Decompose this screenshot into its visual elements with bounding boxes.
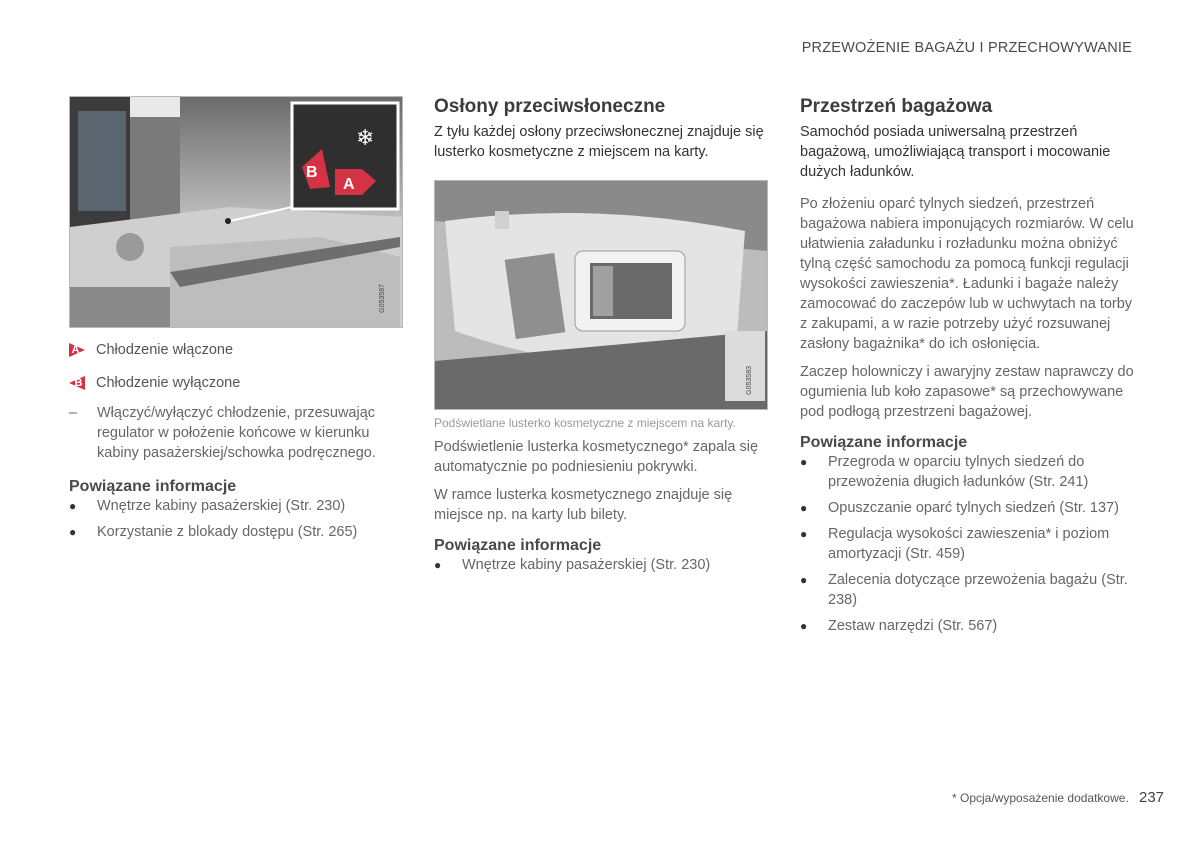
lead-paragraph: Samochód posiada uniwersalną przestrzeń bagażową, umożliwiającą transport i mocowanie dużych ładunków.: [800, 124, 1111, 180]
legend-text: Chłodzenie wyłączone: [96, 375, 241, 391]
bullet-icon: ●: [69, 499, 77, 513]
bullet-icon: ●: [69, 525, 77, 539]
bullet-icon: ●: [800, 501, 808, 515]
sun-visor-illustration: [435, 181, 767, 409]
related-list: [434, 555, 770, 575]
paragraph: Zaczep holowniczy i awaryjny zestaw naprawczy do ogumienia lub koło zapasowe* są przechowywane pod podłogą przestrzeni bagażowej.: [800, 364, 1134, 420]
lead-paragraph: Z tyłu każdej osłony przeciwsłonecznej znajduje się lusterko kosmetyczne z miejscem na karty.: [434, 124, 764, 160]
related-link[interactable]: ● Zalecenia dotyczące przewożenia bagażu (Str. 238): [800, 572, 1128, 608]
column-sun-visors: [434, 96, 770, 575]
figure-code: G053587: [379, 284, 386, 313]
paragraph: W ramce lusterka kosmetycznego znajduje się miejsce np. na karty lub bilety.: [434, 487, 733, 523]
svg-text:B: B: [306, 164, 318, 181]
related-list: [69, 496, 403, 542]
bullet-icon: ●: [800, 455, 808, 469]
related-link[interactable]: ● Opuszczanie oparć tylnych siedzeń (Str. 137): [800, 500, 1119, 516]
related-link[interactable]: ● Przegroda w oparciu tylnych siedzeń do przewożenia długich ładunków (Str. 241): [800, 454, 1089, 490]
figure-code: G053583: [746, 366, 753, 395]
related-link[interactable]: ● Zestaw narzędzi (Str. 567): [800, 618, 998, 634]
section-header: PRZEWOŻENIE BAGAŻU I PRZECHOWYWANIE: [801, 40, 1132, 56]
figure-caption: Podświetlane lusterko kosmetyczne z miejscem na karty.: [434, 416, 736, 430]
paragraph: Podświetlenie lusterka kosmetycznego* zapala się automatycznie po podniesieniu pokrywki.: [434, 439, 759, 475]
related-heading: Powiązane informacje: [69, 478, 237, 495]
legend-item-b: [69, 373, 403, 393]
legend-text: Chłodzenie włączone: [96, 342, 234, 358]
dash-marker: –: [69, 405, 78, 421]
badge-b-icon: B: [69, 376, 85, 390]
legend-item-a: [69, 340, 403, 360]
bullet-icon: ●: [800, 619, 808, 633]
related-list: [800, 452, 1135, 636]
footnote: * Opcja/wyposażenie dodatkowe.: [952, 791, 1129, 805]
related-link[interactable]: ● Wnętrze kabiny pasażerskiej (Str. 230): [434, 557, 711, 573]
related-heading: Powiązane informacje: [800, 434, 968, 451]
section-title: Przestrzeń bagażowa: [800, 96, 993, 117]
related-link[interactable]: ● Regulacja wysokości zawieszenia* i poziom amortyzacji (Str. 459): [800, 526, 1110, 562]
instruction-item: [69, 403, 403, 463]
column-glovebox-cooling: [69, 96, 403, 542]
paragraph: Po złożeniu oparć tylnych siedzeń, przestrzeń bagażowa nabiera imponujących rozmiarów. W celu ułatwienia załadunku i rozładunku można obniżyć tylną część samochodu za pomocą funkcji regulacji wysokości zawieszenia*. Ładunki i bagaże należy zamocować do zaczepów lub w uchwytach na torby z zakupami, a w razie potrzeby użyć rozsuwanej zasłony bagażnika* do ich osłonięcia.: [800, 196, 1134, 352]
column-luggage-space: [800, 96, 1135, 636]
glovebox-figure: [69, 96, 403, 328]
related-link[interactable]: ● Wnętrze kabiny pasażerskiej (Str. 230): [69, 498, 346, 514]
sun-visor-figure: [434, 180, 768, 410]
bullet-icon: ●: [800, 573, 808, 587]
badge-a-icon: A: [69, 343, 85, 357]
section-title: Osłony przeciwsłoneczne: [434, 96, 666, 117]
svg-text:❄: ❄: [356, 126, 375, 151]
bullet-icon: ●: [434, 558, 442, 572]
related-link[interactable]: ● Korzystanie z blokady dostępu (Str. 265): [69, 524, 358, 540]
page-number: 237: [1139, 789, 1165, 806]
svg-text:A: A: [343, 176, 355, 193]
instruction-text: Włączyć/wyłączyć chłodzenie, przesuwając regulator w położenie końcowe w kierunku kabiny pasażerskiej/schowka podręcznego.: [97, 405, 376, 461]
dashboard-illustration: [70, 97, 402, 327]
related-heading: Powiązane informacje: [434, 537, 602, 554]
bullet-icon: ●: [800, 527, 808, 541]
